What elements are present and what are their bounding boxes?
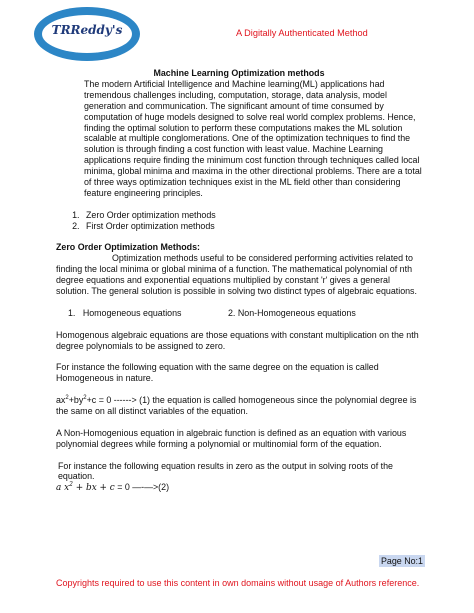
non-homogeneous-instance: For instance the following equation results in zero as the output in solving roots of the equation. [58,460,393,482]
eq1-term-b: +by [68,395,84,406]
logo-text: TRReddy's [51,23,123,37]
non-homogeneous-definition: A Non-Homogenious equation in algebraic function is defined as an equation with various polynomial degrees while forming a polynomial or multinomial form of the equation. [56,427,407,449]
zero-order-heading: Zero Order Optimization Methods: [56,242,200,253]
methods-list [56,210,422,232]
equation-1 [56,395,422,417]
eq1-exponent: 2 [65,395,69,402]
homogeneous-instance: For instance the following equation with the same degree on the equation is called Homogeneous in nature. [56,362,379,384]
equation-types [56,308,422,319]
type-item [228,308,356,319]
zero-order-paragraph: Optimization methods useful to be considered performing activities related to finding the local minima or global minima of a function. The mathematical polynomial of nth degree equations and exponential equations multiplied by constant 'r' gives a general solution. The general solution is possible in solving two distinct types of algebraic equations. [56,253,417,297]
authentication-note: A Digitally Authenticated Method [236,28,368,38]
eq1-description: +c = 0 ------> (1) the equation is called homogeneous since the polynomial degree is the same on all distinct variables of the equation. [56,395,417,416]
eq1-term-a: ax [56,395,66,406]
type-number: 2. [228,307,236,318]
eq2-term: + bx + c [72,483,115,494]
intro-paragraph [56,79,422,199]
eq2-label: = 0 —-—>(2) [114,482,170,493]
type-number: 1. [68,307,76,318]
logo [34,7,140,61]
intro-text: The modern Artificial Intelligence and Machine learning(ML) applications had tremendous challenges including, computation, storage, data analysis, model generation and communication. The significant amount of time consumed by computation of huge models designed to solve real world complex problems. Hence, finding the optimal solution to perform these computations makes the ML solution scalable at multiple conglomerations. One of the optimization techniques to find the solution is through finding a cost function with least value. Machine Learning applications require finding the minimum cost function through techniques called local minima, global minima and maxima in the other directional problems. There are a total of three ways optimization techniques exist in the ML field other than considering feature engineering principles. [84,78,422,198]
document-title: Machine Learning Optimization methods [153,68,325,78]
methods-list-item: 2. First Order optimization methods [82,221,422,232]
page-number: Page No:1 [381,556,423,566]
methods-list-item: 1. Zero Order optimization methods [82,210,422,221]
eq1-exponent: 2 [83,395,87,402]
type-item [56,308,228,319]
type-label: Non-Homogeneous equations [237,307,356,318]
eq2-term: a x [56,483,70,494]
homogeneous-definition: Homogenous algebraic equations are those equations with constant multiplication on the nth degree polynomials to be assigned to zero. [56,329,419,351]
eq2-exponent: 2 [69,481,73,489]
type-label: Homogeneous equations [82,307,182,318]
equation-2 [56,482,422,494]
copyright-notice: Copyrights required to use this content in own domains without usage of Authors reference. [56,578,420,588]
document-body [56,68,422,494]
